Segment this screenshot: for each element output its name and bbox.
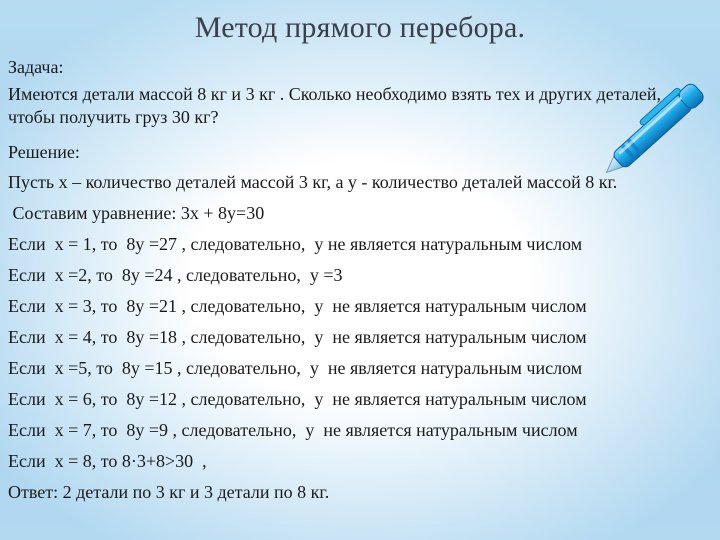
case-line-3: Если x = 3, то 8y =21 , следовательно, y не является натуральным числом: [8, 296, 587, 316]
equation: Составим уравнение: 3x + 8y=30: [8, 203, 265, 223]
case-line-7: Если x = 7, то 8y =9 , следовательно, y не является натуральным числом: [8, 420, 578, 440]
solution-label: Решение:: [8, 142, 80, 162]
variables-definition: Пусть x – количество деталей массой 3 кг, а y - количество деталей массой 8 кг.: [8, 172, 618, 192]
task-label: Задача:: [8, 57, 64, 77]
case-line-5: Если x =5, то 8y =15 , следовательно, y не является натуральным числом: [8, 358, 583, 378]
case-line-6: Если x = 6, то 8y =12 , следовательно, y не является натуральным числом: [8, 389, 587, 409]
case-line-8: Если x = 8, то 8·3+8>30 ,: [8, 451, 207, 471]
case-line-2: Если x =2, то 8y =24 , следовательно, y =3: [8, 265, 343, 285]
answer: Ответ: 2 детали по 3 кг и 3 детали по 8 кг.: [8, 482, 330, 502]
case-line-4: Если x = 4, то 8y =18 , следовательно, y не является натуральным числом: [8, 327, 587, 347]
slide-title: Метод прямого перебора.: [194, 11, 526, 44]
task-text: Имеются детали массой 8 кг и 3 кг . Сколько необходимо взять тех и других деталей, чтобы получить груз 30 кг?: [8, 84, 662, 127]
case-line-1: Если x = 1, то 8y =27 , следовательно, y не является натуральным числом: [8, 234, 583, 254]
